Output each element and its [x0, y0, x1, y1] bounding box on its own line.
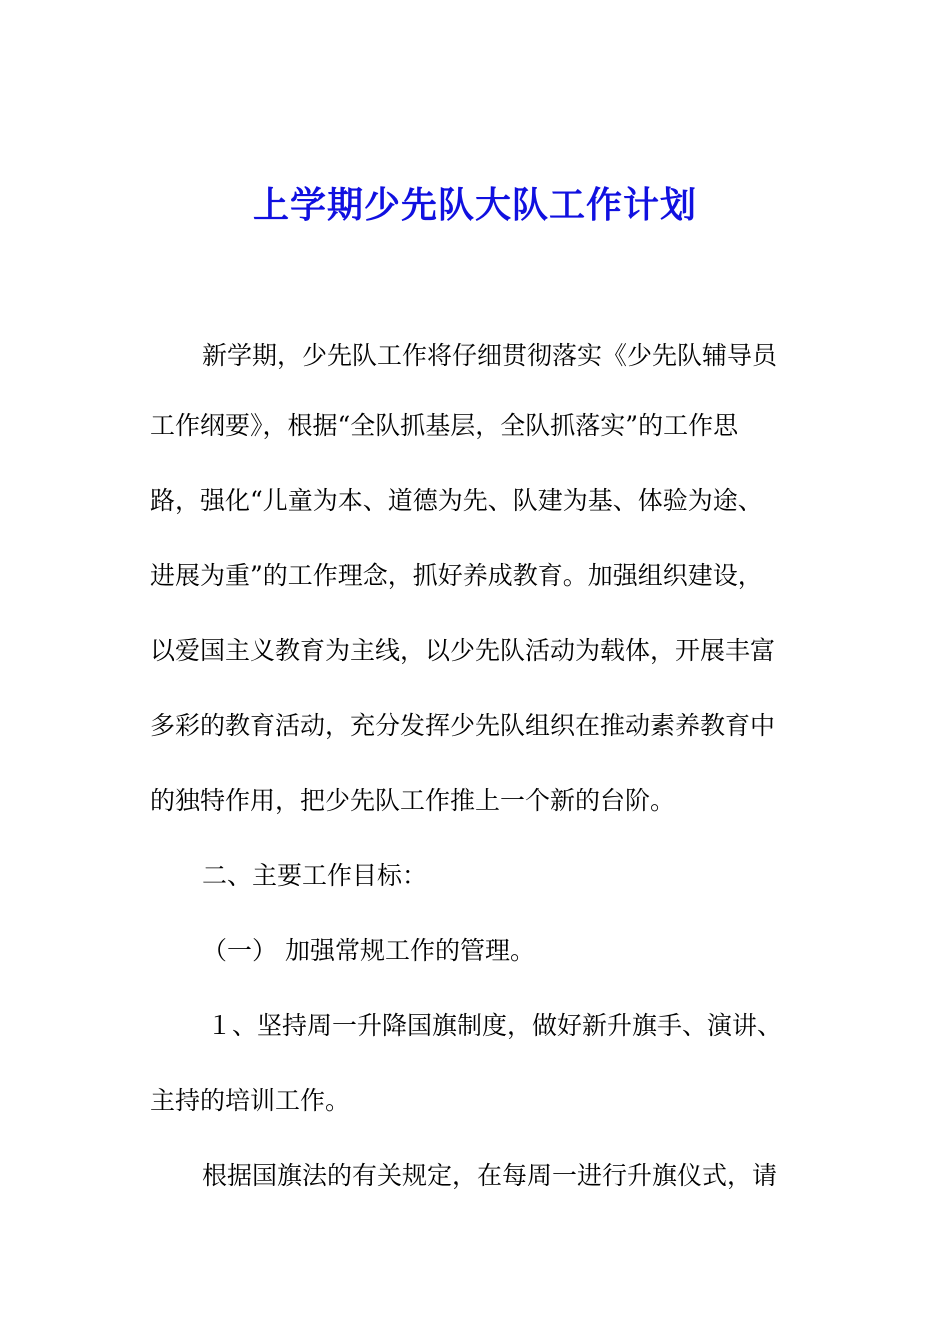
- list-item-line: 主持的培训工作。: [150, 1086, 351, 1115]
- list-item-line: １、坚持周一升降国旗制度，做好新升旗手、演讲、: [207, 1011, 783, 1040]
- paragraph-line: 多彩的教育活动，充分发挥少先队组织在推动素养教育中: [150, 711, 776, 740]
- subsection-heading: （一） 加强常规工作的管理。: [202, 936, 535, 965]
- paragraph-line: 工作纲要》，根据“全队抓基层，全队抓落实”的工作思: [150, 411, 739, 440]
- paragraph-line: 新学期，少先队工作将仔细贯彻落实《少先队辅导员: [202, 341, 778, 370]
- paragraph-line: 以爱国主义教育为主线，以少先队活动为载体，开展丰富: [150, 636, 776, 665]
- paragraph-line: 根据国旗法的有关规定，在每周一进行升旗仪式，请: [202, 1161, 778, 1190]
- section-heading: 二、主要工作目标：: [202, 861, 428, 890]
- paragraph-line: 进展为重”的工作理念，抓好养成教育。加强组织建设，: [150, 561, 763, 590]
- document-title: 上学期少先队大队工作计划: [252, 185, 697, 226]
- paragraph-line: 的独特作用，把少先队工作推上一个新的台阶。: [150, 786, 676, 815]
- paragraph-line: 路，强化“儿童为本、道德为先、队建为基、体验为途、: [150, 486, 763, 515]
